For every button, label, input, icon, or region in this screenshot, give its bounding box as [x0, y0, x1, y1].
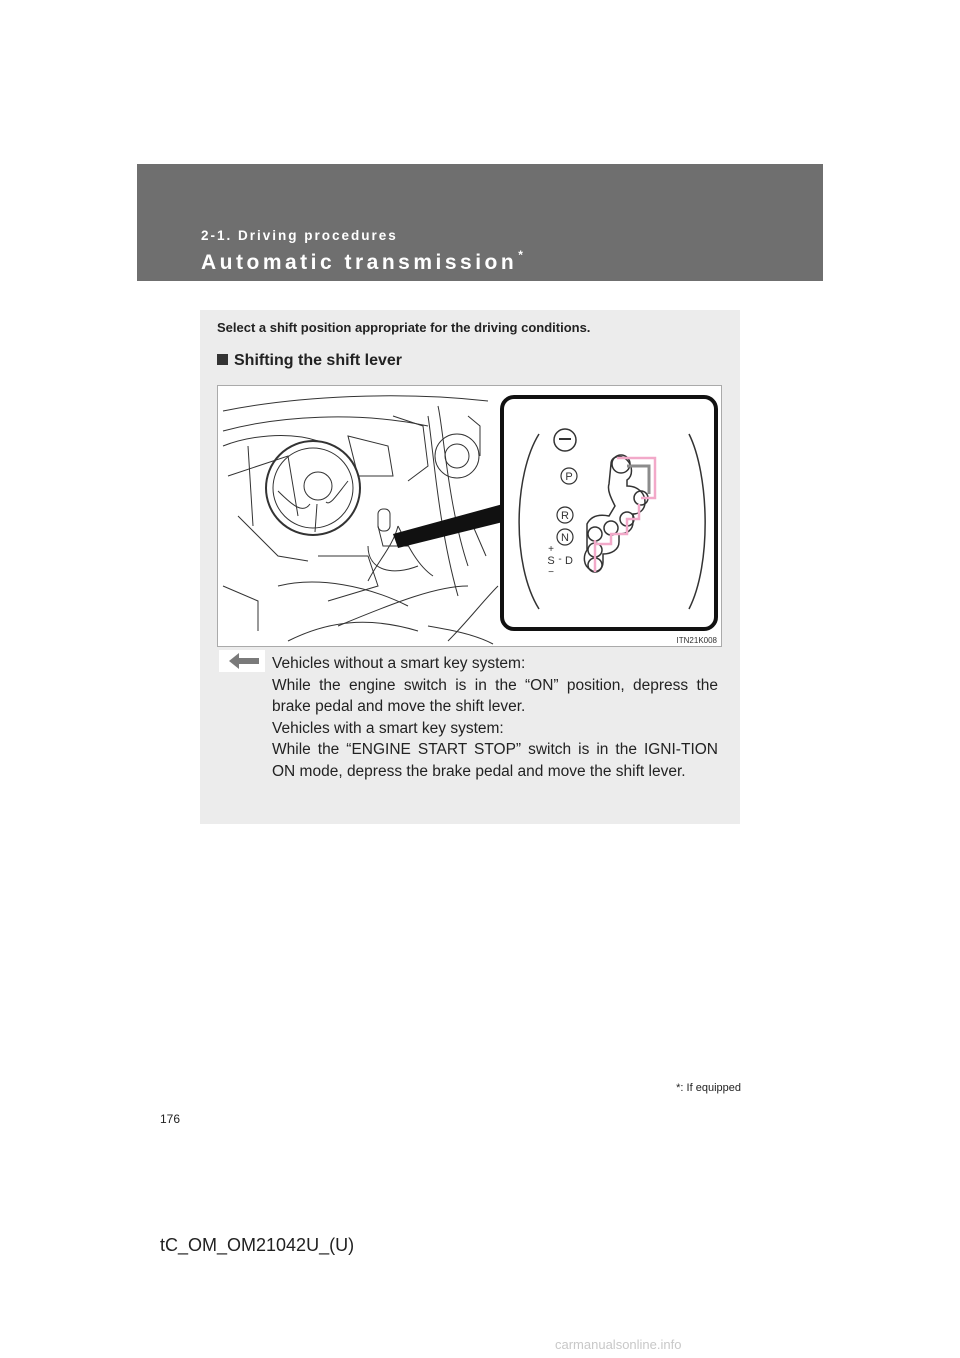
gate-label-plus: + — [548, 544, 554, 555]
gate-label-r: R — [561, 510, 569, 522]
asterisk-icon: * — [518, 248, 523, 262]
subheading — [217, 352, 402, 370]
paragraph-4: While the “ENGINE START STOP” switch is in the IGNI-TION ON mode, depress the brake pedal and move the shift lever. — [272, 741, 718, 780]
left-arrow-icon — [219, 650, 265, 672]
subheading-text: Shifting the shift lever — [234, 352, 403, 369]
section-label: 2-1. Driving procedures — [201, 228, 398, 243]
document-code: tC_OM_OM21042U_(U) — [160, 1235, 355, 1255]
gate-label-d: D — [565, 555, 573, 567]
shift-lever-illustration — [217, 385, 722, 647]
gate-label-dash: - — [558, 554, 562, 565]
paragraph-1: Vehicles without a smart key system: — [272, 655, 526, 672]
page-title — [201, 250, 523, 275]
page-number: 176 — [160, 1112, 181, 1126]
square-bullet-icon — [217, 354, 228, 365]
shift-gate-diagram — [499, 394, 719, 634]
gate-label-n: N — [561, 532, 569, 544]
gate-label-minus: − — [548, 567, 554, 578]
action-arrow-tag — [219, 650, 265, 672]
paragraph-3: Vehicles with a smart key system: — [272, 719, 504, 737]
gate-label-s: S — [547, 555, 555, 567]
gate-label-p: P — [565, 471, 573, 483]
watermark: carmanualsonline.info — [555, 1337, 682, 1352]
illustration-id: ITN21K008 — [676, 636, 717, 645]
intro-text: Select a shift position appropriate for the driving conditions. — [217, 320, 591, 335]
paragraph-2: While the engine switch is in the “ON” position, depress the brake pedal and move the shift lever. — [272, 676, 718, 716]
instruction-text — [272, 653, 718, 783]
page-title-text: Automatic transmission — [201, 251, 518, 274]
footnote: *: If equipped — [676, 1082, 741, 1094]
